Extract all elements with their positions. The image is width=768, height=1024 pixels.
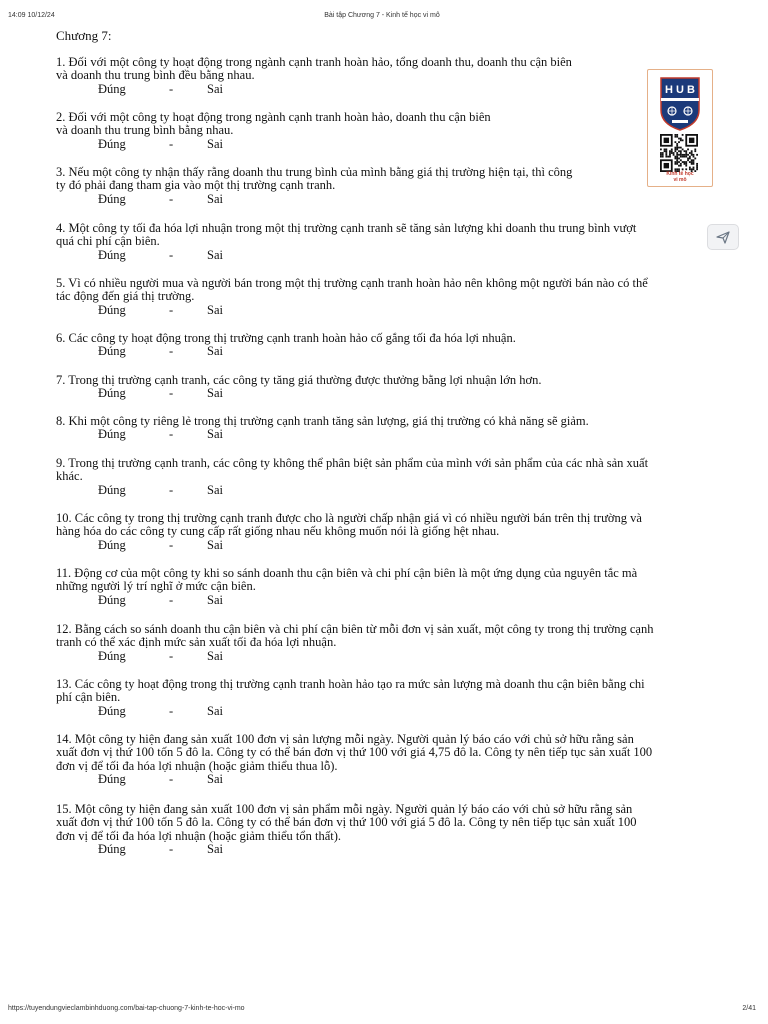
question-text-line: 10. Các công ty trong thị trường cạnh tranh được cho là người chấp nhận giá vì có nhiều người bán trên thị trường và <box>56 511 642 525</box>
print-page-title: Bài tập Chương 7 - Kinh tế học vi mô <box>324 12 440 19</box>
question-text-line: 9. Trong thị trường cạnh tranh, các công ty không thể phân biệt sản phẩm của mình với sản phẩm của các nhà sản xuất <box>56 456 649 470</box>
question-text-line: 14. Một công ty hiện đang sản xuất 100 đơn vị sản lượng mỗi ngày. Người quản lý báo cáo với chủ sở hữu rằng sản <box>56 732 634 746</box>
print-header <box>8 12 756 22</box>
answer-options <box>56 304 648 317</box>
question-item <box>56 567 637 607</box>
answer-false: Sai <box>207 302 223 317</box>
answer-true: Đúng <box>98 537 126 552</box>
answer-separator: - <box>169 648 174 663</box>
question-item <box>56 415 589 441</box>
question-item <box>56 166 572 206</box>
answer-false: Sai <box>207 842 223 857</box>
logo-letters: H U B <box>665 84 695 96</box>
answer-false: Sai <box>207 427 223 442</box>
answer-false: Sai <box>207 537 223 552</box>
answer-separator: - <box>169 136 174 151</box>
answer-true: Đúng <box>98 592 126 607</box>
answer-true: Đúng <box>98 81 126 96</box>
answer-options <box>56 345 516 358</box>
qr-code-icon <box>660 134 698 172</box>
answer-separator: - <box>169 427 174 442</box>
answer-options <box>56 705 645 718</box>
paper-plane-icon <box>716 230 730 244</box>
send-feedback-button[interactable] <box>707 224 739 250</box>
answer-false: Sai <box>207 482 223 497</box>
question-item <box>56 111 491 151</box>
footer-url: https://tuyendungvieclambinhduong.com/bai-tap-chuong-7-kinh-te-hoc-vi-mo <box>8 1005 245 1012</box>
answer-false: Sai <box>207 191 223 206</box>
question-item <box>56 678 645 718</box>
question-text-line: tranh có thể xác định mức sản xuất tối đa hóa lợi nhuận. <box>56 635 337 650</box>
answer-true: Đúng <box>98 772 126 787</box>
question-item <box>56 457 648 497</box>
question-text-line: tác động đến giá thị trường. <box>56 289 195 304</box>
question-text-line: đơn vị để tối đa hóa lợi nhuận (hoặc giảm thiểu tổn thất). <box>56 828 342 843</box>
question-text-line: phí cận biên. <box>56 690 121 705</box>
question-text-line: 6. Các công ty hoạt động trong thị trường cạnh tranh hoàn hảo cố gắng tối đa hóa lợi nhuận. <box>56 331 516 345</box>
answer-false: Sai <box>207 136 223 151</box>
answer-true: Đúng <box>98 191 126 206</box>
answer-false: Sai <box>207 772 223 787</box>
hub-logo-card <box>647 69 713 187</box>
question-item <box>56 222 636 262</box>
answer-true: Đúng <box>98 703 126 718</box>
page-number: 2/41 <box>742 1005 756 1012</box>
chapter-title: Chương 7: <box>56 28 112 43</box>
question-text-line: 15. Một công ty hiện đang sản xuất 100 đơn vị sản phẩm mỗi ngày. Người quản lý báo cáo với chủ sở hữu rằng sản <box>56 802 633 816</box>
question-text-line: đơn vị để tối đa hóa lợi nhuận (hoặc giảm thiểu thua lỗ). <box>56 758 338 773</box>
answer-separator: - <box>169 592 174 607</box>
question-text-line: 4. Một công ty tối đa hóa lợi nhuận trong một thị trường cạnh tranh sẽ tăng sản lượng khi doanh thu trung bình vượt <box>56 221 637 235</box>
answer-false: Sai <box>207 81 223 96</box>
answer-true: Đúng <box>98 302 126 317</box>
question-text-line: quá chi phí cận biên. <box>56 234 160 249</box>
answer-separator: - <box>169 81 174 96</box>
answer-options <box>56 843 637 856</box>
answer-options <box>56 650 653 663</box>
answer-separator: - <box>169 386 174 401</box>
answer-separator: - <box>169 703 174 718</box>
question-text-line: 3. Nếu một công ty nhận thấy rằng doanh thu trung bình của mình bằng giá thị trường hiện tại, thì công <box>56 165 573 179</box>
answer-options <box>56 773 652 786</box>
answer-false: Sai <box>207 703 223 718</box>
answer-options <box>56 594 637 607</box>
question-item <box>56 374 541 400</box>
question-text-line: 12. Bằng cách so sánh doanh thu cận biên và chi phí cận biên từ mỗi đơn vị sản xuất, một công ty trong thị trường cạnh <box>56 622 654 636</box>
print-datetime: 14:09 10/12/24 <box>8 12 55 19</box>
answer-separator: - <box>169 482 174 497</box>
answer-separator: - <box>169 247 174 262</box>
answer-true: Đúng <box>98 344 126 359</box>
answer-separator: - <box>169 772 174 787</box>
answer-options <box>56 539 642 552</box>
question-text-line: khác. <box>56 469 83 484</box>
answer-options <box>56 484 648 497</box>
answer-options <box>56 193 572 206</box>
answer-separator: - <box>169 302 174 317</box>
answer-options <box>56 428 589 441</box>
answer-true: Đúng <box>98 386 126 401</box>
question-item <box>56 277 648 317</box>
question-item <box>56 332 516 358</box>
answer-separator: - <box>169 191 174 206</box>
answer-false: Sai <box>207 344 223 359</box>
answer-true: Đúng <box>98 842 126 857</box>
question-text-line: 11. Động cơ của một công ty khi so sánh doanh thu cận biên và chi phí cận biên là một ứng dụng của nguyên tắc mà <box>56 566 638 580</box>
answer-true: Đúng <box>98 247 126 262</box>
question-text-line: 13. Các công ty hoạt động trong thị trường cạnh tranh hoàn hảo tạo ra mức sản lượng mà doanh thu cận biên bằng chi <box>56 677 645 691</box>
question-text-line: 2. Đối với một công ty hoạt động trong ngành cạnh tranh hoàn hảo, doanh thu cận biên <box>56 110 491 124</box>
question-item <box>56 803 637 856</box>
question-text-line: 1. Đối với một công ty hoạt động trong ngành cạnh tranh hoàn hảo, tổng doanh thu, doanh thu cận biên <box>56 55 572 69</box>
answer-true: Đúng <box>98 482 126 497</box>
answer-options <box>56 138 491 151</box>
question-text-line: 5. Vì có nhiều người mua và người bán trong một thị trường cạnh tranh hoàn hảo nên không một người bán nào có thể <box>56 276 648 290</box>
answer-false: Sai <box>207 386 223 401</box>
question-text-line: những người lý trí nghĩ ở mức cận biên. <box>56 579 256 594</box>
answer-separator: - <box>169 537 174 552</box>
question-text-line: xuất đơn vị thứ 100 tốn 5 đô la. Công ty có thể bán đơn vị thứ 100 với giá 4,75 đô la. Công ty nên tiếp tục sản xuất 100 <box>56 745 653 760</box>
logo-caption: Kinh tế học vi mô <box>666 171 694 183</box>
question-text-line: hàng hóa do các công ty cung cấp rất giống nhau nếu không muốn nói là giống hệt nhau. <box>56 524 500 539</box>
question-text-line: 7. Trong thị trường cạnh tranh, các công ty tăng giá thường được thưởng bằng lợi nhuận lớn hơn. <box>56 373 542 387</box>
answer-false: Sai <box>207 592 223 607</box>
answer-options <box>56 249 636 262</box>
answer-true: Đúng <box>98 427 126 442</box>
question-text-line: xuất đơn vị thứ 100 tốn 5 đô la. Công ty có thể bán đơn vị thứ 100 với giá 5 đô la. Công ty nên tiếp tục sản xuất 100 <box>56 815 637 830</box>
question-text-line: 8. Khi một công ty riêng lẻ trong thị trường cạnh tranh tăng sản lượng, giá thị trường có khả năng sẽ giảm. <box>56 414 589 428</box>
hub-shield-logo-icon <box>658 76 702 132</box>
question-item <box>56 56 572 96</box>
question-item <box>56 733 652 786</box>
print-footer <box>8 1005 756 1015</box>
answer-true: Đúng <box>98 136 126 151</box>
question-text-line: ty đó phải đang tham gia vào một thị trường cạnh tranh. <box>56 178 336 193</box>
answer-options <box>56 83 572 96</box>
answer-true: Đúng <box>98 648 126 663</box>
answer-options <box>56 387 541 400</box>
answer-separator: - <box>169 344 174 359</box>
answer-false: Sai <box>207 247 223 262</box>
question-item <box>56 512 642 552</box>
question-text-line: và doanh thu trung bình đều bằng nhau. <box>56 68 255 83</box>
question-item <box>56 623 653 663</box>
answer-separator: - <box>169 842 174 857</box>
answer-false: Sai <box>207 648 223 663</box>
question-text-line: và doanh thu trung bình bằng nhau. <box>56 123 234 138</box>
